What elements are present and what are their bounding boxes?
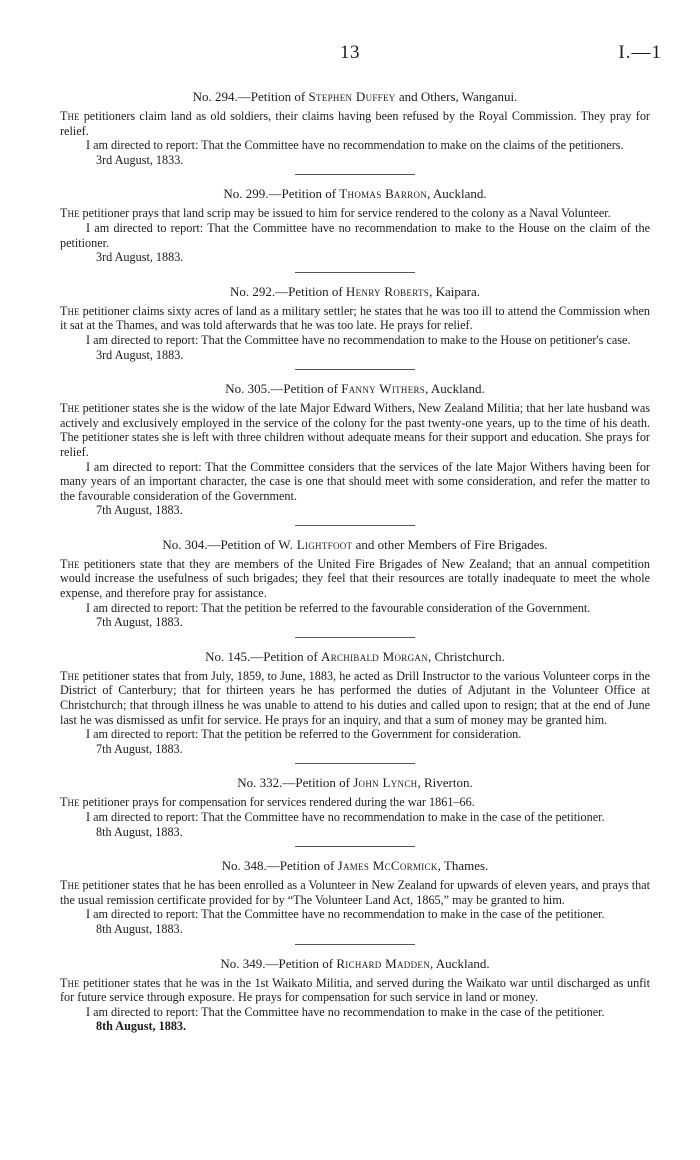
committee-report: I am directed to report: That the Committee have no recommendation to make on the claims of the petitioners. bbox=[86, 138, 624, 153]
section-divider bbox=[295, 174, 415, 175]
petition-body: The petitioners state that they are members of the United Fire Brigades of New Zealand; that an annual competition would increase the usefulness of such brigades; they feel that their resources are totally inadequate to meet the whole expense, and therefore pray for assistance. bbox=[60, 556, 650, 601]
petition-entry bbox=[60, 536, 650, 630]
petition-body: The petitioners claim land as old soldiers, their claims having been refused by the Royal Commission. They pray for relief. bbox=[60, 109, 650, 138]
committee-report: I am directed to report: That the Committee considers that the services of the late Major Withers having been for many years of an important character, the case is one that should meet with some consideration, and refer the matter to the favourable consideration of the Government. bbox=[60, 459, 650, 503]
petition-entry bbox=[60, 380, 650, 518]
committee-report: I am directed to report: That the Committee have no recommendation to make in the case of the petitioner. bbox=[86, 907, 605, 922]
section-divider bbox=[295, 525, 415, 526]
petition-body: The petitioner states she is the widow of the late Major Edward Withers, New Zealand Militia; that her late husband was actively and exclusively employed in the service of the colony for the past twenty-one years, up to the time of his death. The petitioner states she is left with three children without adequate means for their support and education. She prays for relief. bbox=[60, 401, 650, 459]
report-date: 7th August, 1883. bbox=[96, 741, 183, 756]
petitioner-name: Henry Roberts bbox=[345, 283, 430, 299]
report-date: 3rd August, 1883. bbox=[96, 347, 184, 362]
petition-entry bbox=[60, 185, 650, 264]
report-date: 3rd August, 1833. bbox=[96, 152, 184, 167]
petitioner-name: Archibald Morgan bbox=[321, 648, 428, 664]
petition-body: The petitioner states that he has been enrolled as a Volunteer in New Zealand for upwards of eleven years, and prays that the usual remission certificate provided for by “The Volunteer Land Act, 1865,” may be granted to him. bbox=[60, 878, 650, 907]
report-date: 3rd August, 1883. bbox=[96, 250, 184, 265]
committee-report: I am directed to report: That the petition be referred to the Government for consideration. bbox=[86, 727, 522, 742]
petitioner-name: Stephen Duffey bbox=[308, 89, 396, 104]
petitioner-name: James McCormick bbox=[337, 858, 438, 874]
committee-report: I am directed to report: That the Committee have no recommendation to make to the House on the claim of the petitioner. bbox=[60, 220, 650, 250]
petition-heading: No. 292.—Petition of Henry Roberts, Kaipara. bbox=[230, 283, 480, 299]
section-divider bbox=[295, 763, 415, 764]
report-date: 8th August, 1883. bbox=[96, 1019, 187, 1034]
petition-body: The petitioner states that from July, 1859, to June, 1883, he acted as Drill Instructor to the various Volunteer corps in the District of Canterbury; that for thirteen years he has performed the duties of Adjutant in the Volunteer Office at Christchurch; that through illness he was unable to attend to his duties and called upon to resign; that at the end of June last he was dismissed as unfit for service. He prays for an inquiry, and that a sum of money may be granted him. bbox=[60, 668, 650, 727]
petitioner-name: Fanny Withers bbox=[341, 381, 426, 397]
section-divider bbox=[295, 637, 415, 638]
petition-heading: No. 145.—Petition of Archibald Morgan, Christchurch. bbox=[205, 648, 505, 664]
series-mark: I.—1 bbox=[618, 42, 662, 63]
section-divider bbox=[295, 846, 415, 847]
petition-entry bbox=[60, 648, 650, 757]
petition-heading: No. 332.—Petition of John Lynch, Riverton. bbox=[237, 775, 473, 791]
petition-entry bbox=[60, 283, 650, 362]
section-divider bbox=[295, 944, 415, 945]
report-date: 7th August, 1883. bbox=[96, 615, 183, 630]
petition-entry bbox=[60, 774, 650, 839]
petition-heading: No. 305.—Petition of Fanny Withers, Auckland. bbox=[225, 381, 485, 397]
section-divider bbox=[295, 369, 415, 370]
petitions-list bbox=[60, 88, 650, 1034]
petitioner-name: John Lynch bbox=[353, 775, 418, 791]
petition-heading: No. 304.—Petition of W. Lightfoot and other Members of Fire Brigades. bbox=[162, 536, 548, 552]
petition-body: The petitioner prays that land scrip may be issued to him for service rendered to the colony as a Naval Volunteer. bbox=[60, 206, 611, 221]
petitioner-name: W. Lightfoot bbox=[278, 536, 353, 552]
report-date: 8th August, 1883. bbox=[96, 921, 183, 936]
committee-report: I am directed to report: That the Committee have no recommendation to make to the House on petitioner's case. bbox=[86, 332, 631, 347]
page-number: 13 bbox=[340, 42, 360, 63]
petitioner-name: Richard Madden bbox=[336, 955, 431, 971]
petition-entry bbox=[60, 857, 650, 936]
petition-entry bbox=[60, 88, 650, 167]
petition-heading: No. 294.—Petition of Stephen Duffey and Others, Wanganui. bbox=[192, 89, 518, 104]
committee-report: I am directed to report: That the Committee have no recommendation to make in the case of the petitioner. bbox=[86, 810, 605, 824]
petition-body: The petitioner claims sixty acres of land as a military settler; he states that he was too ill to attend the Commission when it sat at the Thames, and was told afterwards that he was too late. He prays for relief. bbox=[60, 303, 650, 333]
petition-body: The petitioner prays for compensation for services rendered during the war 1861–66. bbox=[60, 795, 475, 810]
petitioner-name: Thomas Barron bbox=[339, 186, 428, 202]
petition-heading: No. 348.—Petition of James McCormick, Thames. bbox=[221, 858, 489, 874]
section-divider bbox=[295, 272, 415, 273]
petition-entry bbox=[60, 955, 650, 1034]
committee-report: I am directed to report: That the Committee have no recommendation to make in the case of the petitioner. bbox=[86, 1004, 605, 1019]
petition-heading: No. 299.—Petition of Thomas Barron, Auckland. bbox=[223, 186, 487, 202]
committee-report: I am directed to report: That the petition be referred to the favourable consideration of the Government. bbox=[86, 600, 591, 615]
petition-body: The petitioner states that he was in the 1st Waikato Militia, and served during the Waikato war until discharged as unfit for future service through exposure. He prays for compensation for such service in land or money. bbox=[60, 975, 650, 1005]
petition-heading: No. 349.—Petition of Richard Madden, Auckland. bbox=[220, 955, 490, 971]
report-date: 7th August, 1883. bbox=[96, 503, 183, 518]
report-date: 8th August, 1883. bbox=[96, 824, 183, 839]
